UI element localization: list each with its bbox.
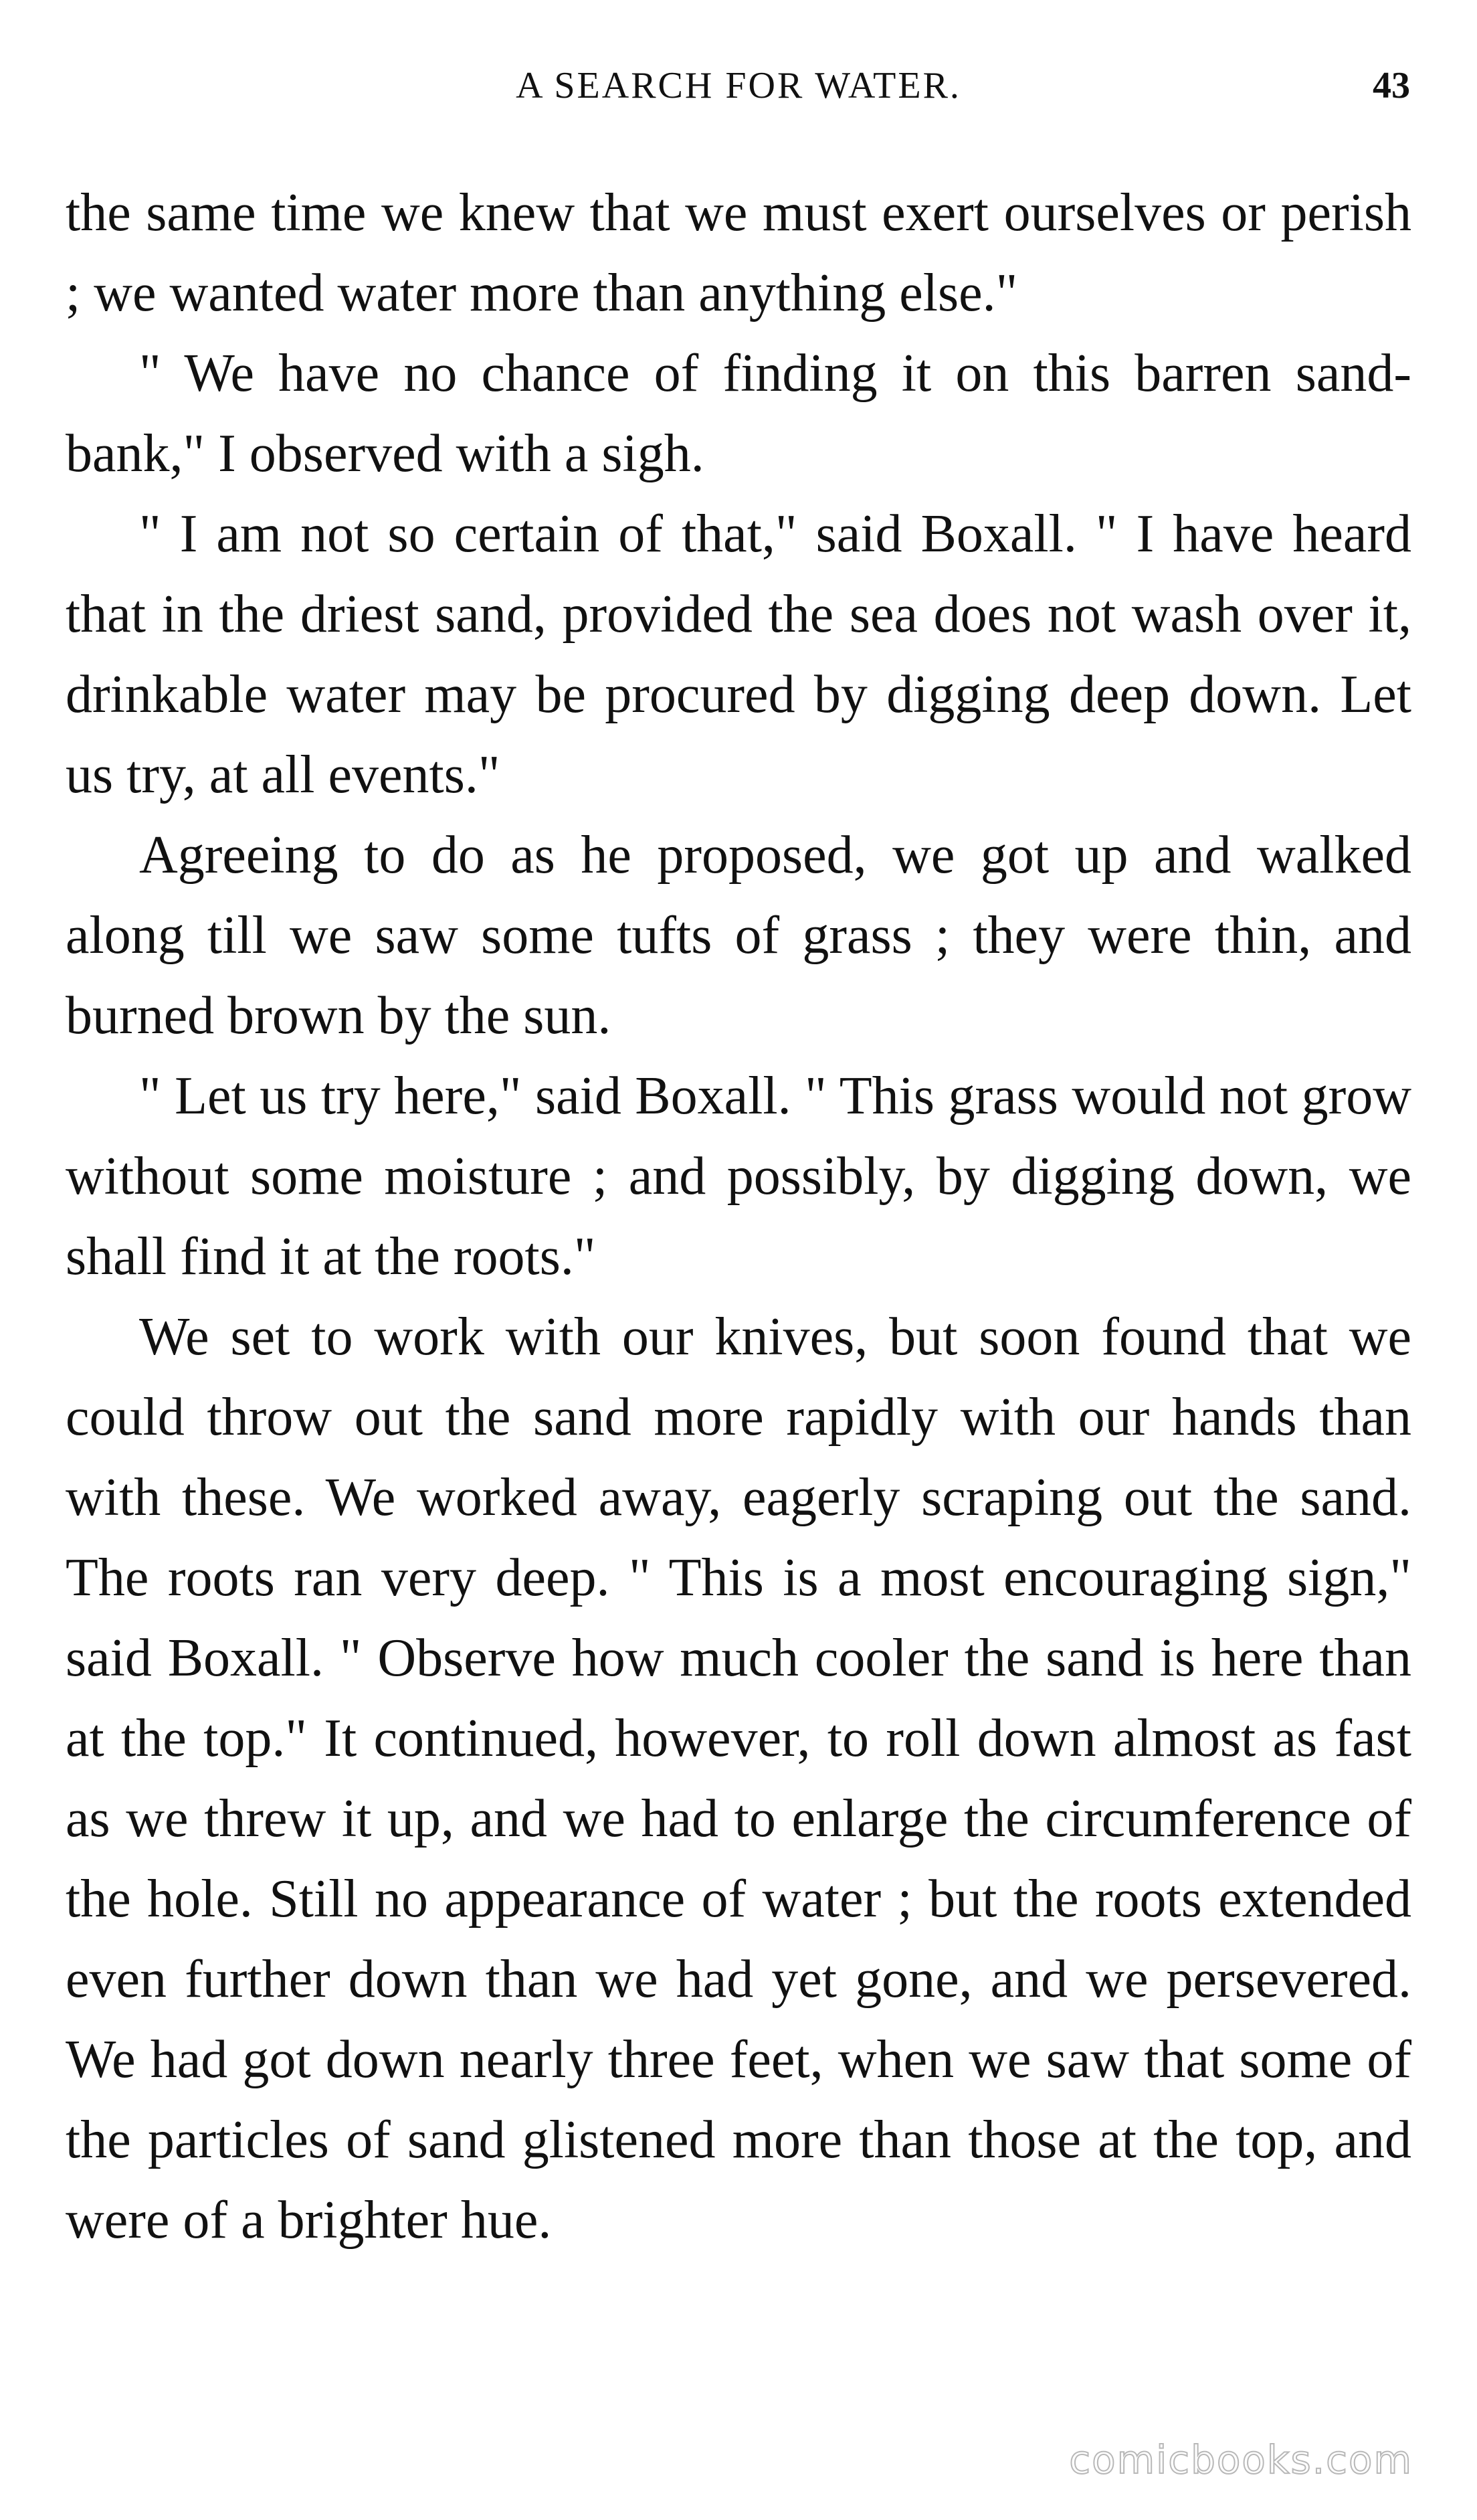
paragraph-1: the same time we knew that we must exert ourselves or perish ; we wanted water more than anything else." [66, 183, 1411, 323]
paragraph-2: " We have no chance of finding it on this barren sand-bank," I observed with a sigh. [66, 344, 1411, 483]
body-text [66, 173, 1411, 2260]
paragraph-5: " Let us try here," said Boxall. " This grass would not grow without some moisture ; and possibly, by digging down, we shall find it at the roots." [66, 1067, 1411, 1286]
running-head [67, 59, 1410, 112]
paragraph-6: We set to work with our knives, but soon found that we could throw out the sand more rapidly with our hands than with these. We worked away, eagerly scraping out the sand. The roots ran very deep. " This is a most encouraging sign," said Boxall. " Observe how much cooler the sand is here than at the top." It continued, however, to roll down almost as fast as we threw it up, and we had to enlarge the circumference of the hole. Still no appearance of water ; but the roots extended even further down than we had yet gone, and we persevered. We had got down nearly three feet, when we saw that some of the particles of sand glistened more than those at the top, and were of a brighter hue. [66, 1308, 1411, 2250]
watermark: comicbooks.com [1069, 2437, 1413, 2483]
page-number: 43 [1373, 65, 1410, 106]
paragraph-3: " I am not so certain of that," said Boxall. " I have heard that in the driest sand, provided the sea does not wash over it, drinkable water may be procured by digging deep down. Let us try, at all events." [66, 505, 1411, 804]
running-title: A SEARCH FOR WATER. [516, 65, 961, 106]
paragraph-4: Agreeing to do as he proposed, we got up and walked along till we saw some tufts of grass ; they were thin, and burned brown by the sun. [66, 826, 1411, 1045]
